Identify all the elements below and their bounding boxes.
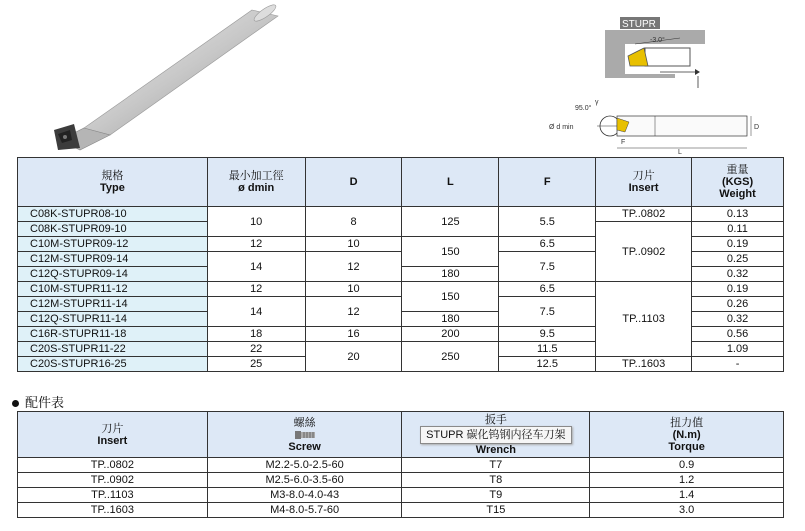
dimension-diagram xyxy=(545,98,765,158)
bullet-icon xyxy=(12,400,19,407)
insert-cell: TP..0802 xyxy=(596,207,692,222)
header-insert: 刀片 Insert xyxy=(596,158,692,207)
type-cell: C12M-STUPR09-14 xyxy=(18,252,208,267)
L-cell: 125 xyxy=(402,207,499,237)
L-cell: 200 xyxy=(402,327,499,342)
type-cell: C08K-STUPR08-10 xyxy=(18,207,208,222)
weight-cell: 1.09 xyxy=(692,342,784,357)
diagram-label: STUPR xyxy=(622,19,656,30)
type-cell: C12Q-STUPR11-14 xyxy=(18,312,208,327)
type-cell: C10M-STUPR09-12 xyxy=(18,237,208,252)
weight-cell: 0.11 xyxy=(692,222,784,237)
acc-wrench-cell: T9 xyxy=(402,488,590,503)
type-cell: C08K-STUPR09-10 xyxy=(18,222,208,237)
weight-cell: 0.26 xyxy=(692,297,784,312)
weight-cell: 0.56 xyxy=(692,327,784,342)
acc-insert-cell: TP..0802 xyxy=(18,458,208,473)
header-acc-wrench: 扳手 STUPR 碳化钨钢内径车刀架 Wrench xyxy=(402,412,590,458)
D-cell: 10 xyxy=(305,237,402,252)
dmin-cell: 14 xyxy=(207,297,305,327)
angle-label: -3.0° xyxy=(650,37,665,44)
insert-cell: TP..1103 xyxy=(596,282,692,357)
F-dim-label: F xyxy=(621,139,626,146)
header-L: L xyxy=(402,158,499,207)
acc-wrench-cell: T7 xyxy=(402,458,590,473)
D-cell: 20 xyxy=(305,342,402,372)
dmin-cell: 12 xyxy=(207,237,305,252)
header-dmin: 最小加工徑 ø dmin xyxy=(207,158,305,207)
type-cell: C16R-STUPR11-18 xyxy=(18,327,208,342)
header-type: 規格 Type xyxy=(18,158,208,207)
dmin-cell: 22 xyxy=(207,342,305,357)
accessory-table xyxy=(17,411,784,518)
header-acc-insert: 刀片 Insert xyxy=(18,412,208,458)
weight-cell: 0.19 xyxy=(692,282,784,297)
F-cell: 12.5 xyxy=(499,357,596,372)
D-cell: 12 xyxy=(305,252,402,282)
acc-torque-cell: 3.0 xyxy=(590,503,784,518)
header-D: D xyxy=(305,158,402,207)
gamma-label: γ xyxy=(595,99,599,106)
dmin-cell: 25 xyxy=(207,357,305,372)
type-cell: C12Q-STUPR09-14 xyxy=(18,267,208,282)
weight-cell: 0.19 xyxy=(692,237,784,252)
table-row xyxy=(18,503,784,518)
dmin-cell: 18 xyxy=(207,327,305,342)
header-weight: 重量 (KGS) Weight xyxy=(692,158,784,207)
weight-cell: 0.32 xyxy=(692,312,784,327)
dmin-cell: 10 xyxy=(207,207,305,237)
accessory-section-title: 配件表 xyxy=(12,392,64,411)
dmin-cell: 14 xyxy=(207,252,305,282)
header-acc-screw: 螺絲 Screw xyxy=(207,412,402,458)
D-cell: 10 xyxy=(305,282,402,297)
insert-cell: TP..0902 xyxy=(596,222,692,282)
d-min-label: Ø d min xyxy=(549,124,574,131)
accessory-header-row xyxy=(18,412,784,458)
acc-torque-cell: 0.9 xyxy=(590,458,784,473)
F-cell: 11.5 xyxy=(499,342,596,357)
acc-screw-cell: M2.2-5.0-2.5-60 xyxy=(207,458,402,473)
F-cell: 9.5 xyxy=(499,327,596,342)
table-row xyxy=(18,488,784,503)
small-dim-label: 95.0° xyxy=(575,105,592,112)
acc-screw-cell: M2.5-6.0-3.5-60 xyxy=(207,473,402,488)
F-cell: 5.5 xyxy=(499,207,596,237)
spec-table xyxy=(17,157,784,372)
F-cell: 7.5 xyxy=(499,252,596,282)
weight-cell: 0.13 xyxy=(692,207,784,222)
weight-cell: 0.25 xyxy=(692,252,784,267)
L-cell: 150 xyxy=(402,237,499,267)
screw-icon xyxy=(208,429,402,441)
D-dim-label: D xyxy=(754,124,760,131)
L-dim-label: L xyxy=(678,149,682,156)
table-row xyxy=(18,282,784,297)
type-cell: C10M-STUPR11-12 xyxy=(18,282,208,297)
cross-section-diagram xyxy=(600,12,710,92)
insert-cell: TP..1603 xyxy=(596,357,692,372)
header-acc-torque: 扭力值 (N.m) Torque xyxy=(590,412,784,458)
L-cell: 180 xyxy=(402,267,499,282)
acc-insert-cell: TP..1103 xyxy=(18,488,208,503)
hover-tooltip: STUPR 碳化钨钢内径车刀架 xyxy=(420,426,571,444)
acc-screw-cell: M3-8.0-4.0-43 xyxy=(207,488,402,503)
F-cell: 6.5 xyxy=(499,282,596,297)
type-cell: C20S-STUPR11-22 xyxy=(18,342,208,357)
type-cell: C12M-STUPR11-14 xyxy=(18,297,208,312)
acc-wrench-cell: T8 xyxy=(402,473,590,488)
spec-header-row xyxy=(18,158,784,207)
weight-cell: - xyxy=(692,357,784,372)
acc-screw-cell: M4-8.0-5.7-60 xyxy=(207,503,402,518)
acc-wrench-cell: T15 xyxy=(402,503,590,518)
table-row xyxy=(18,473,784,488)
dmin-cell: 12 xyxy=(207,282,305,297)
table-row xyxy=(18,458,784,473)
weight-cell: 0.32 xyxy=(692,267,784,282)
type-cell: C20S-STUPR16-25 xyxy=(18,357,208,372)
table-row xyxy=(18,207,784,222)
D-cell: 8 xyxy=(305,207,402,237)
header-F: F xyxy=(499,158,596,207)
acc-insert-cell: TP..1603 xyxy=(18,503,208,518)
L-cell: 150 xyxy=(402,282,499,312)
F-cell: 7.5 xyxy=(499,297,596,327)
acc-torque-cell: 1.4 xyxy=(590,488,784,503)
D-cell: 12 xyxy=(305,297,402,327)
F-cell: 6.5 xyxy=(499,237,596,252)
L-cell: 180 xyxy=(402,312,499,327)
acc-torque-cell: 1.2 xyxy=(590,473,784,488)
L-cell: 250 xyxy=(402,342,499,372)
D-cell: 16 xyxy=(305,327,402,342)
acc-insert-cell: TP..0902 xyxy=(18,473,208,488)
boring-bar-photo xyxy=(40,0,300,160)
